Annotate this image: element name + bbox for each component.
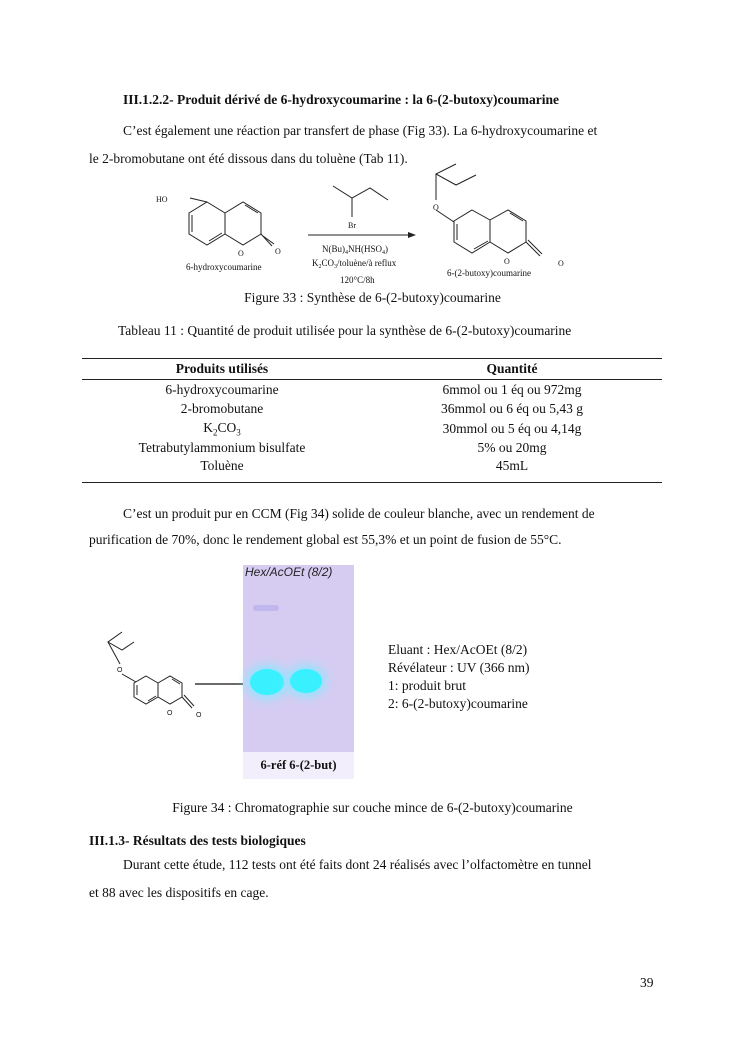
legend-lane-1: 1: produit brut [388, 678, 466, 693]
page-number: 39 [640, 975, 654, 990]
intro-line-1: C’est également une réaction par transfert de phase (Fig 33). La 6-hydroxycoumarine et [123, 123, 598, 138]
plate-header-handwriting: Hex/AcOEt (8/2) [245, 565, 333, 579]
product-cell: 2-bromobutane [180, 401, 264, 417]
tlc-spot-2 [290, 669, 322, 693]
solvent-front-mark [253, 605, 279, 611]
column-header-quantity: Quantité [362, 359, 662, 380]
ring-o-left: O [238, 249, 244, 258]
table-row [82, 419, 662, 439]
quantity-cell: 5% ou 20mg [477, 440, 547, 456]
tlc-spot-1 [250, 669, 284, 695]
table-row [82, 400, 662, 420]
legend-eluent: Eluant : Hex/AcOEt (8/2) [388, 642, 528, 657]
carbonyl-o-right: O [558, 259, 564, 268]
condition-catalyst: $N(Bu)_4NH(HSO_4)$ [322, 244, 389, 256]
reaction-scheme [150, 162, 580, 290]
carbonyl-o-left: O [275, 247, 281, 256]
reactant-name: 6-hydroxycoumarine [186, 262, 262, 272]
table-row [82, 380, 662, 400]
small-mol-ring-o: O [167, 710, 173, 717]
para2-line-1: C’est un produit pur en CCM (Fig 34) solide de couleur blanche, avec un rendement de [123, 506, 595, 521]
quantity-cell: 6mmol ou 1 éq ou 972mg [442, 381, 582, 397]
plate-lane-label: 6-réf 6-(2-but) [243, 752, 354, 779]
quantity-cell: 30mmol ou 5 éq ou 4,14g [442, 420, 582, 436]
tlc-legend [388, 641, 529, 713]
legend-lane-2: 2: 6-(2-butoxy)coumarine [388, 696, 528, 711]
product-cell: Toluène [82, 458, 362, 483]
quantity-table [82, 358, 662, 483]
tlc-plate [243, 565, 354, 779]
intro-line-2: le 2-bromobutane ont été dissous dans du toluène (Tab 11). [89, 151, 408, 166]
table-row [82, 439, 662, 459]
para3-line-2: et 88 avec les dispositifs en cage. [89, 885, 269, 900]
figure-33-caption: Figure 33 : Synthèse de 6-(2-butoxy)coumarine [244, 290, 501, 305]
figure-34-caption: Figure 34 : Chromatographie sur couche mince de 6-(2-butoxy)coumarine [172, 800, 573, 815]
ring-o-right: O [504, 257, 510, 266]
section-2-heading: III.1.3- Résultats des tests biologiques [89, 833, 306, 848]
para3-line-1: Durant cette étude, 112 tests ont été faits dont 24 réalisés avec l’olfactomètre en tunnel [123, 857, 592, 872]
product-cell: 6-hydroxycoumarine [165, 381, 279, 397]
para2-line-2: purification de 70%, donc le rendement global est 55,3% et un point de fusion de 55°C. [89, 532, 562, 547]
table-header-row [82, 359, 662, 380]
product-name: 6-(2-butoxy)coumarine [447, 268, 531, 278]
small-mol-carbonyl-o: O [196, 712, 202, 719]
product-cell-k2co3: $K_2CO_3$ [203, 419, 241, 438]
br-label: Br [348, 221, 356, 230]
condition-temp: 120°C/8h [340, 275, 375, 285]
column-header-products: Produits utilisés [82, 359, 362, 380]
small-mol-ether-o: O [117, 667, 123, 674]
table-row [82, 458, 662, 483]
ether-o-label: O [433, 203, 439, 212]
ho-label: HO [156, 195, 168, 204]
legend-developer: Révélateur : UV (366 nm) [388, 660, 530, 675]
section-heading: III.1.2.2- Produit dérivé de 6-hydroxycoumarine : la 6-(2-butoxy)coumarine [123, 92, 559, 107]
condition-base: $K_2CO_3/toluène/à$ reflux [312, 258, 397, 270]
product-cell: Tetrabutylammonium bisulfate [138, 440, 306, 456]
quantity-cell: 36mmol ou 6 éq ou 5,43 g [440, 401, 584, 417]
quantity-cell: 45mL [362, 458, 662, 483]
table-11-caption: Tableau 11 : Quantité de produit utilisée pour la synthèse de 6-(2-butoxy)coumarine [118, 323, 572, 338]
